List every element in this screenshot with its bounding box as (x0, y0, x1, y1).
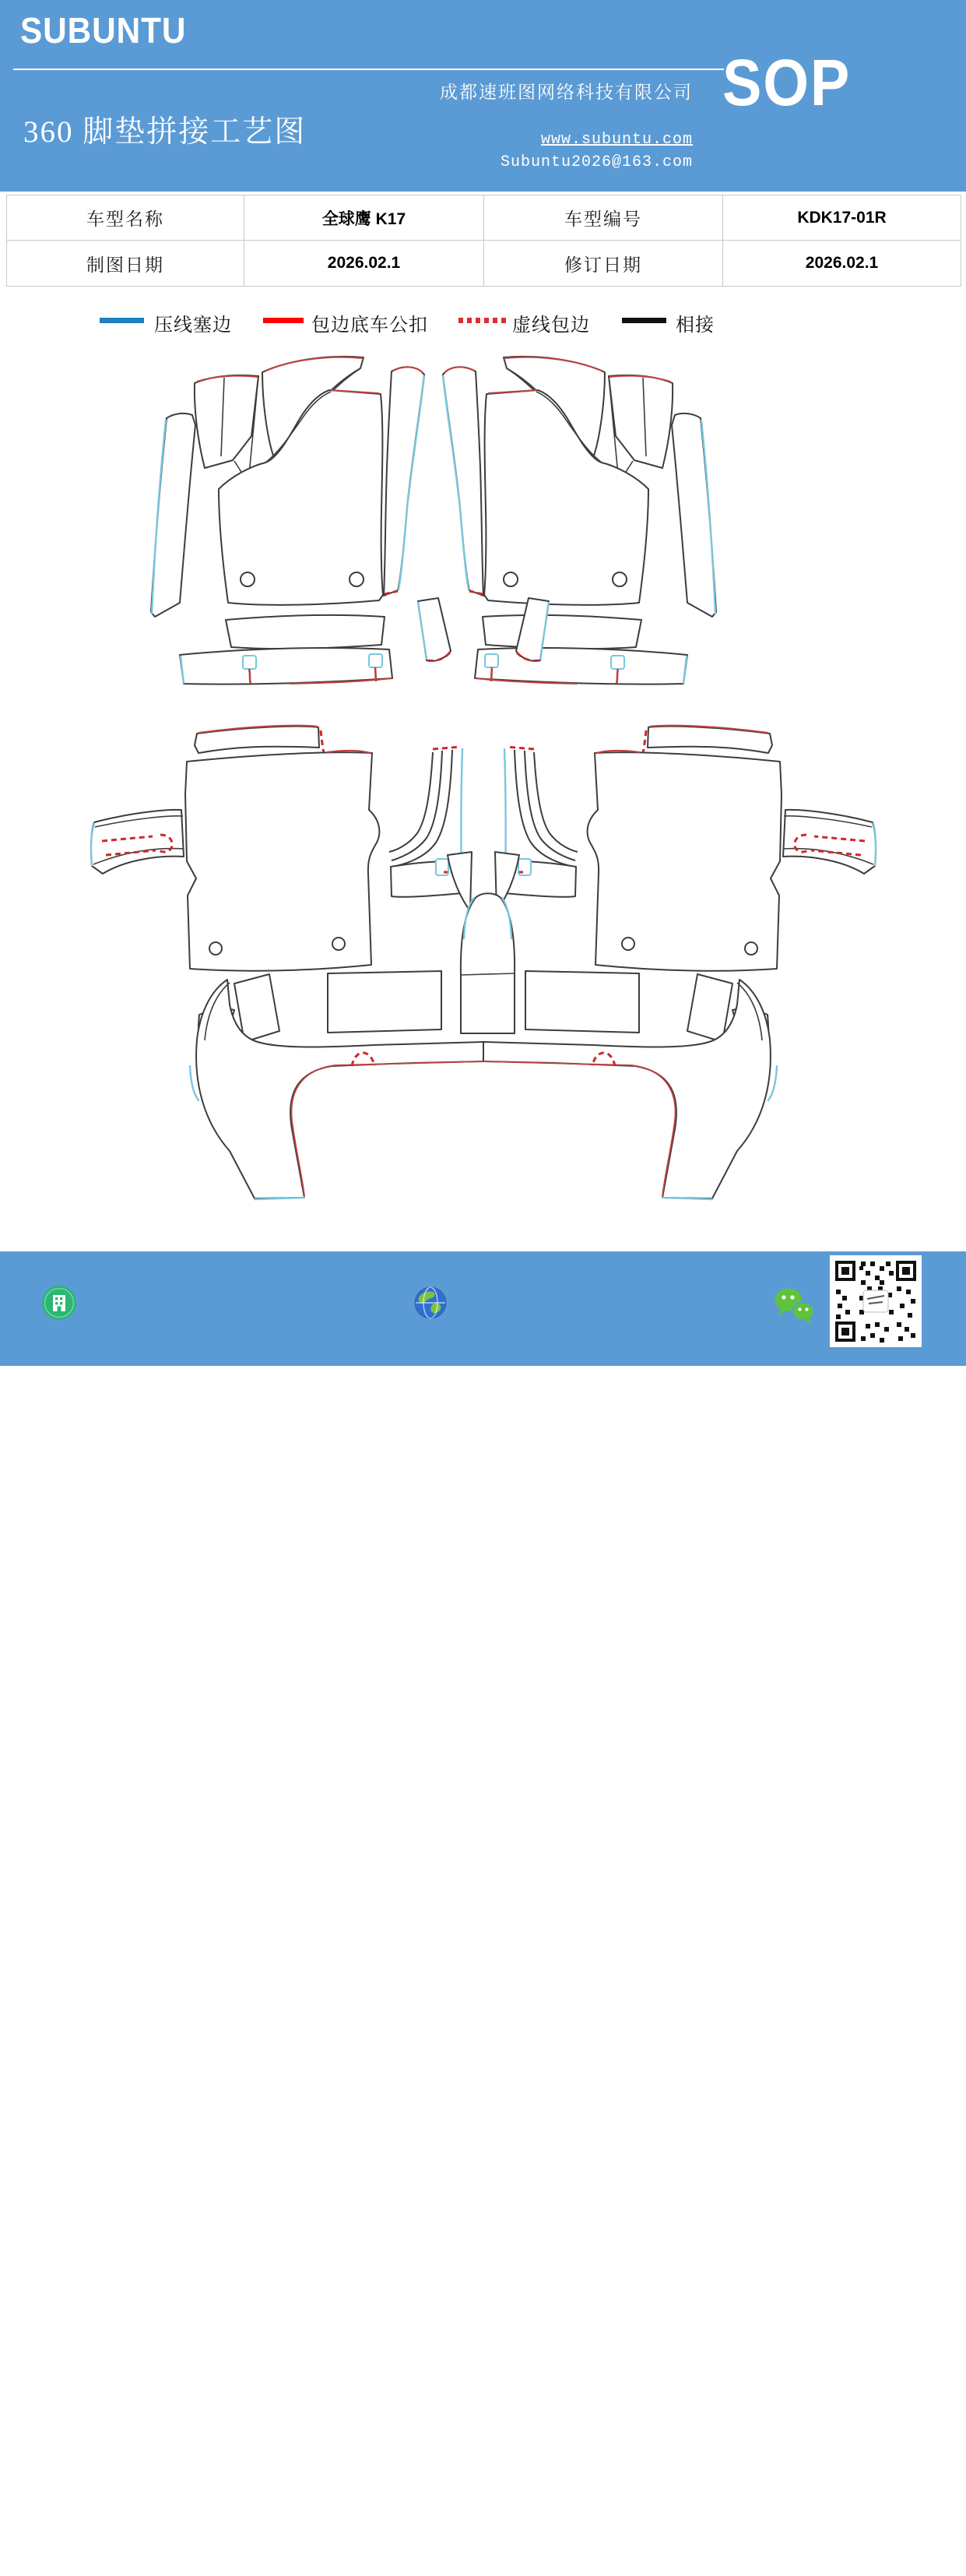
header-website-link[interactable]: www.subuntu.com (540, 131, 693, 149)
footer-website-link[interactable]: www.subuntu.com (456, 2557, 623, 2576)
wechat-icon (772, 1286, 817, 1325)
globe-icon (414, 1286, 447, 1319)
table-cell-model-code-label: 车型编号 (484, 195, 723, 241)
qr-code (830, 1255, 922, 1347)
subuntu-logo: SUBUNTU (20, 10, 187, 51)
table-cell-revision-date-label: 修订日期 (484, 241, 723, 286)
table-cell-model-name-value: 全球鹰 K17 (244, 195, 484, 241)
legend-item-label: 虚线包边 (512, 315, 590, 336)
page-title: 360 脚垫拼接工艺图 (23, 115, 307, 149)
table-cell-revision-date-value: 2026.02.1 (805, 254, 879, 272)
table-cell-draw-date-value: 2026.02.1 (244, 241, 484, 286)
header-email: Subuntu2026@163.com (500, 153, 693, 171)
legend-item-label: 压线塞边 (154, 315, 232, 336)
legend-item-label: 相接 (676, 315, 715, 336)
footer-banner (0, 1251, 966, 2576)
sop-badge: SOP (722, 46, 852, 119)
header-company-name: 成都速班图网络科技有限公司 (440, 83, 693, 102)
table-cell-model-name-label: 车型名称 (7, 195, 244, 241)
legend-item-label: 包边底车公扣 (311, 315, 428, 336)
building-icon (41, 1285, 77, 1321)
table-cell-model-code-value: KDK17-01R (723, 195, 961, 241)
footer-company-name: 成都速班图网络科技有限公司 (79, 2546, 384, 2571)
table-cell-draw-date-label: 制图日期 (7, 241, 244, 286)
